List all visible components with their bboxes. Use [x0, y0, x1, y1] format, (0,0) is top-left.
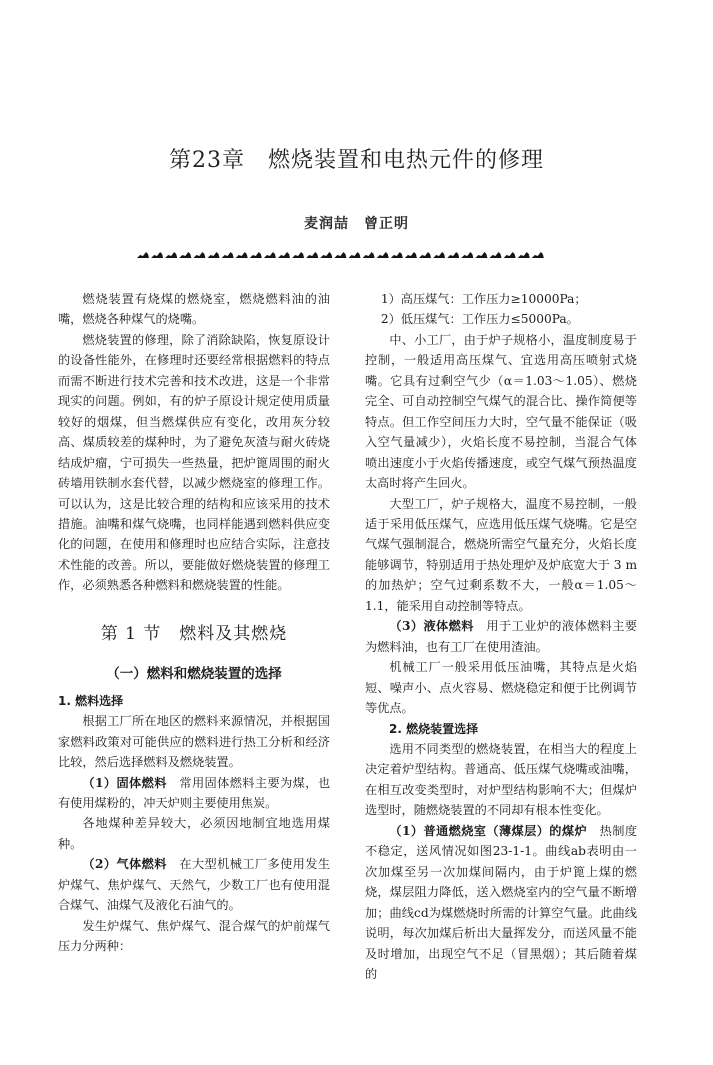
divider-ornament-icon	[264, 252, 276, 258]
solid-fuel-text: 常用固体燃料主要为煤，也有使用煤粉的，冲天炉则主要使用焦炭。	[58, 775, 331, 810]
divider-ornament-row	[137, 251, 545, 259]
divider-ornament-icon	[391, 252, 403, 258]
divider-ornament-icon	[334, 252, 346, 258]
divider-ornament-icon	[405, 252, 417, 258]
burner-selection-paragraph: 选用不同类型的燃烧装置，在相当大的程度上决定着炉型结构。普通高、低压煤气烧嘴或油嘴，在相互改变类型时，对炉型结构影响不大；但煤炉选型时，随燃烧装置的不同却有根本性变化。	[365, 741, 637, 818]
divider-ornament-icon	[433, 252, 445, 258]
low-pressure-gas-item: 2）低压煤气：工作压力≤5000Pa。	[380, 312, 579, 327]
divider-ornament-icon	[377, 252, 389, 258]
ordinary-chamber-text: 热制度不稳定，送风情况如图23-1-1。曲线ab表明由一次加煤至另一次加煤间隔内，由于炉篦上煤的燃烧，煤层阻力降低，送入燃烧室内的空气量不断增加；曲线cd为煤燃烧时所需的计算空气量。此曲线说明，每次加煤后析出大量挥发分，而送风量不能及时增加，出现空气不足（冒黑烟）；其后随着煤的	[365, 823, 638, 981]
small-plant-paragraph: 中、小工厂，由于炉子规格小，温度制度易于控制，一般适用高压煤气、宜选用高压喷射式烧嘴。它具有过剩空气少（α＝1.03～1.05）、燃烧完全、可自动控制空气煤气的混合比、操作简便等特点。但工作空间压力大时，空气量不能保证（吸入空气量减少），火焰长度不易控制，当混合气体喷出速度小于火焰传播速度，或空气煤气预热温度太高时将产生回火。	[365, 332, 637, 491]
item-heading-fuel-selection: 1. 燃料选择	[58, 693, 124, 708]
liquid-fuel-paragraph	[365, 616, 637, 657]
divider-ornament-icon	[250, 252, 262, 258]
divider-ornament-icon	[151, 252, 163, 258]
liquid-fuel-label: （3）液体燃料	[389, 619, 474, 634]
divider-ornament-icon	[518, 252, 530, 258]
liquid-fuel-text: 用于工业炉的液体燃料主要为燃料油，也有工厂在使用渣油。	[365, 619, 638, 654]
ornamental-divider	[137, 251, 545, 259]
divider-ornament-icon	[179, 252, 191, 258]
solid-fuel-paragraph	[58, 773, 330, 814]
item-heading-burner-selection: 2. 燃烧装置选择	[389, 721, 479, 736]
gas-fuel-paragraph	[58, 854, 330, 915]
divider-ornament-icon	[193, 252, 205, 258]
intro-paragraph-2: 燃烧装置的修理，除了消除缺陷，恢复原设计的设备性能外，在修理时还要经常根据燃料的特点而需不断进行技术完善和技术改进，这是一个非常现实的问题。例如，有的炉子原设计规定使用质量较好的烟煤，但当燃煤供应有变化，改用灰分较高、煤质较差的煤种时，为了避免灰渣与耐火砖烧结成炉瘤，宁可损失一些热量，把炉篦周围的耐火砖墙用铁制水套代替，以减少燃烧室的修理工作。可以认为，这是比较合理的结构和应该采用的技术措施。油嘴和煤气烧嘴，也同样能遇到燃料供应变化的问题，在使用和修理时也应结合实际，注意技术性能的改善。所以，要能做好燃烧装置的修理工作，必须熟悉各种燃料和燃烧装置的性能。	[58, 332, 330, 593]
divider-ornament-icon	[137, 252, 545, 259]
divider-ornament-icon	[165, 252, 177, 258]
gas-fuel-text: 在大型机械工厂多使用发生炉煤气、焦炉煤气、天然气，少数工厂也有使用混合煤气、油煤气及液化石油气的。	[58, 857, 331, 913]
chapter-title: 第23章 燃烧装置和电热元件的修理	[169, 148, 544, 173]
divider-ornament-icon	[306, 252, 318, 258]
left-column	[58, 289, 330, 957]
divider-ornament-icon	[475, 252, 487, 258]
divider-ornament-icon	[320, 252, 332, 258]
divider-ornament-icon	[419, 252, 431, 258]
divider-ornament-icon	[208, 252, 220, 258]
subsection-heading: （一）燃料和燃烧装置的选择	[106, 666, 282, 683]
divider-ornament-icon	[236, 252, 248, 258]
gas-pressure-paragraph: 发生炉煤气、焦炉煤气、混合煤气的炉前煤气压力分两种：	[58, 918, 330, 954]
gas-fuel-label: （2）气体燃料	[82, 857, 167, 872]
right-column	[365, 289, 637, 984]
divider-ornament-icon	[278, 252, 290, 258]
divider-ornament-icon	[222, 252, 234, 258]
fuel-selection-paragraph: 根据工厂所在地区的燃料来源情况，并根据国家燃料政策对可能供应的燃料进行热工分析和经济比较，然后选择燃料及燃烧装置。	[58, 714, 330, 770]
high-pressure-gas-item: 1）高压煤气：工作压力≥10000Pa；	[380, 292, 587, 306]
divider-ornament-icon	[447, 252, 459, 258]
intro-paragraph-1: 燃烧装置有烧煤的燃烧室，燃烧燃料油的油嘴，燃烧各种煤气的烧嘴。	[58, 292, 330, 327]
ordinary-chamber-paragraph	[365, 821, 637, 985]
solid-fuel-label: （1）固体燃料	[82, 775, 167, 790]
large-plant-paragraph: 大型工厂，炉子规格大，温度不易控制，一般适于采用低压煤气，应选用低压煤气烧嘴。它是空气煤气强制混合，燃烧所需空气量充分，火焰长度能够调节，特别适用于热处理炉及炉底宽大于 3 m 的加热炉；空气过剩系数不大，一般α＝1.05～1.1，能采用自动控制等特点。	[365, 496, 637, 613]
oil-burner-paragraph: 机械工厂一般采用低压油嘴，其特点是火焰短、噪声小、点火容易、燃烧稳定和便于比例调节等优点。	[365, 660, 637, 716]
divider-ornament-icon	[504, 252, 516, 258]
divider-ornament-icon	[363, 252, 375, 258]
divider-ornament-icon	[292, 252, 304, 258]
divider-ornament-icon	[490, 252, 502, 258]
divider-ornament-icon	[461, 252, 473, 258]
section-heading: 第 1 节 燃料及其燃烧	[100, 623, 288, 644]
coal-paragraph: 各地煤种差异较大，必须因地制宜地选用煤种。	[58, 816, 330, 851]
divider-ornament-icon	[532, 252, 544, 258]
divider-ornament-icon	[137, 252, 149, 258]
authors: 麦润喆 曾正明	[304, 216, 409, 232]
divider-ornament-icon	[349, 252, 361, 258]
ordinary-chamber-label: （1）普通燃烧室（薄煤层）的煤炉	[389, 823, 588, 838]
